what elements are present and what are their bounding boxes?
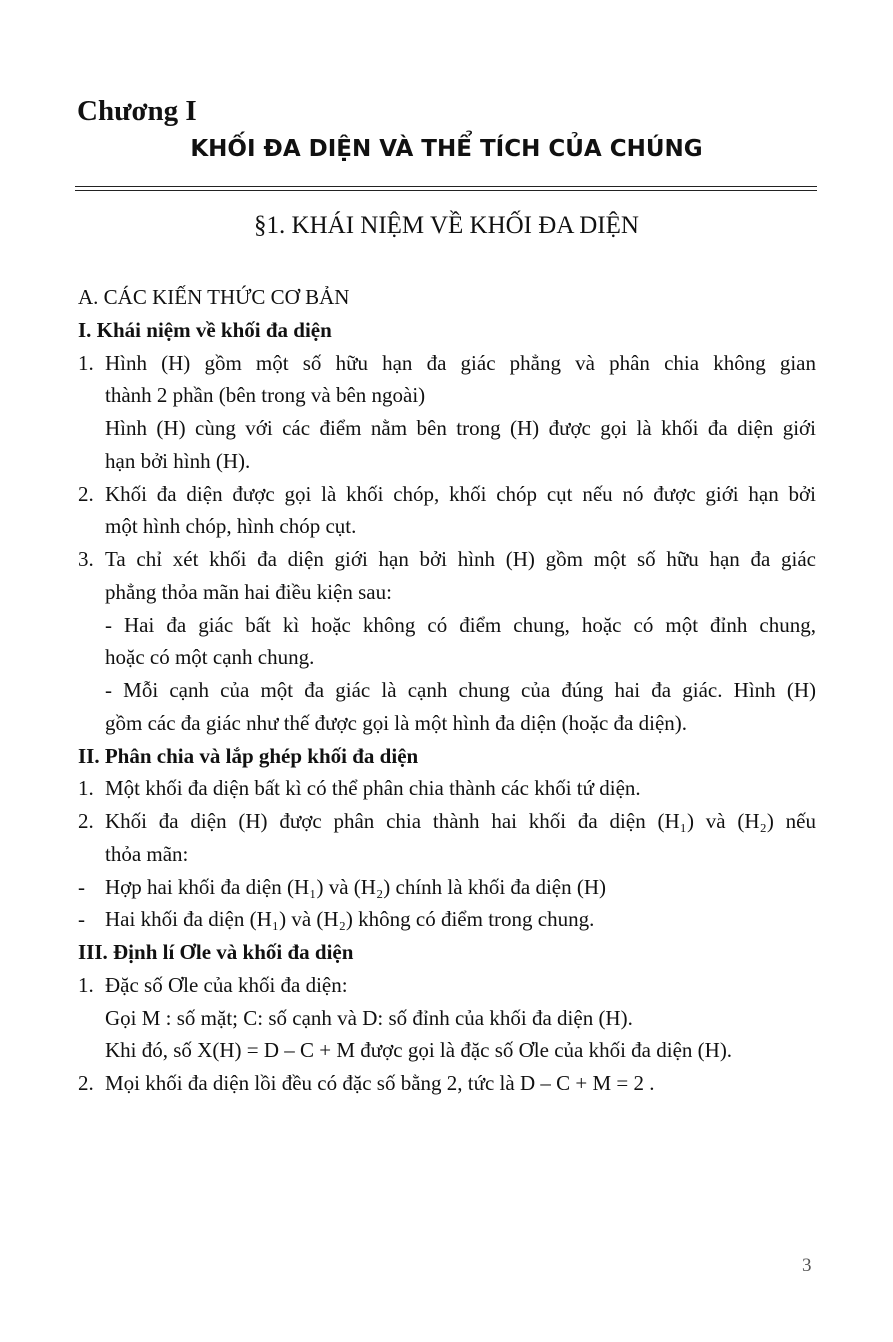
list-item: 1. Một khối đa diện bất kì có thể phân chia thành các khối tứ diện. (78, 776, 641, 801)
section-heading: I. Khái niệm về khối đa diện (78, 317, 332, 342)
list-item: 3. Ta chỉ xét khối đa diện giới hạn bởi hình (H) gồm một số hữu hạn đa giác (78, 547, 816, 571)
list-item-line: phẳng thỏa mãn hai điều kiện sau: (105, 579, 392, 604)
chapter-title: KHỐI ĐA DIỆN VÀ THỂ TÍCH CỦA CHÚNG (190, 136, 703, 162)
dash-item: - Hợp hai khối đa diện (H₁) và (H₂) chính là khối đa diện (H) (78, 874, 607, 899)
page-number: 3 (802, 1255, 812, 1276)
section-heading: III. Định lí Ơle và khối đa diện (78, 940, 354, 964)
list-item-line: - Hai đa giác bất kì hoặc không có điểm chung, hoặc có một đỉnh chung, (105, 612, 816, 637)
divider-bottom (75, 190, 817, 191)
list-item: 1. Đặc số Ơle của khối đa diện: (78, 972, 348, 997)
list-item-line: - Mỗi cạnh của một đa giác là cạnh chung của đúng hai đa giác. Hình (H) (105, 678, 816, 702)
list-item: 2. Khối đa diện (H) được phân chia thành hai khối đa diện (H₁) và (H₂) nếu (78, 809, 816, 833)
chapter-label: Chương I (77, 95, 197, 127)
divider-top (75, 186, 817, 187)
page-body (78, 281, 816, 1100)
list-item-line: hạn bởi hình (H). (105, 448, 251, 473)
list-item: 1. Hình (H) gồm một số hữu hạn đa giác phẳng và phân chia không gian (78, 350, 816, 375)
dash-item: - Hai khối đa diện (H₁) và (H₂) không có điểm trong chung. (78, 907, 595, 932)
list-item-line: thành 2 phần (bên trong và bên ngoài) (105, 383, 426, 408)
section-title: §1. KHÁI NIỆM VỀ KHỐI ĐA DIỆN (254, 212, 639, 239)
list-item-line: hoặc có một cạnh chung. (105, 645, 315, 670)
list-item: 2. Khối đa diện được gọi là khối chóp, khối chóp cụt nếu nó được giới hạn bởi (78, 481, 816, 506)
list-item-line: Hình (H) cùng với các điểm nằm bên trong (H) được gọi là khối đa diện giới (105, 416, 816, 440)
list-item-line: gồm các đa giác như thế được gọi là một hình đa diện (hoặc đa diện). (105, 710, 688, 735)
list-item-line: thỏa mãn: (105, 841, 189, 866)
list-item-line: một hình chóp, hình chóp cụt. (105, 514, 357, 539)
list-item-line: Gọi M : số mặt; C: số cạnh và D: số đỉnh của khối đa diện (H). (105, 1005, 633, 1030)
list-item-line: Khi đó, số X(H) = D – C + M được gọi là đặc số Ơle của khối đa diện (H). (105, 1038, 733, 1063)
section-heading: II. Phân chia và lắp ghép khối đa diện (78, 743, 419, 768)
part-heading: A. CÁC KIẾN THỨC CƠ BẢN (78, 285, 350, 309)
list-item: 2. Mọi khối đa diện lồi đều có đặc số bằng 2, tức là D – C + M = 2 . (78, 1071, 655, 1095)
